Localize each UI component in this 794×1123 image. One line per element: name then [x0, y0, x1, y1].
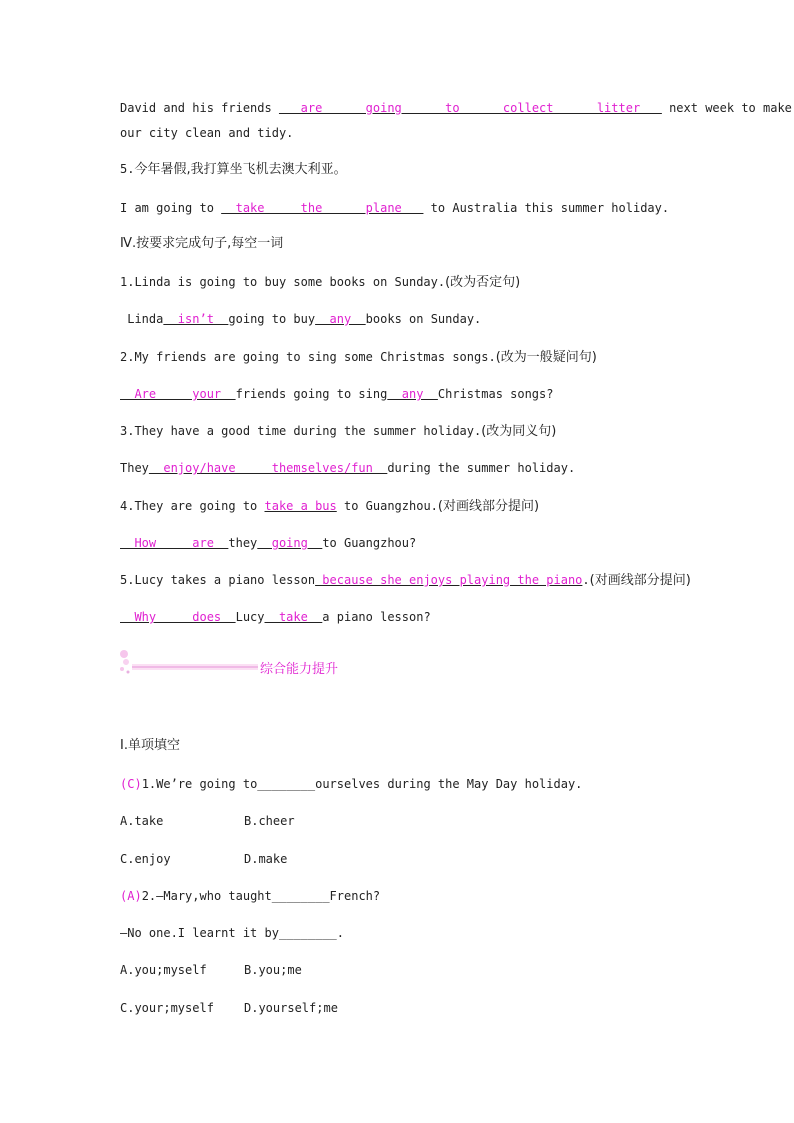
answer-blank: Are your	[120, 387, 236, 401]
answer-blank: How are	[120, 536, 229, 550]
answer-blank: Why does	[120, 610, 236, 624]
answer-blank: any	[315, 312, 366, 326]
answer-paren: )	[134, 889, 142, 903]
s4-q1-prompt	[120, 274, 520, 291]
section-1-title: Ⅰ.单项填空	[120, 738, 180, 753]
s4-q1-answer	[120, 311, 481, 327]
mc2-option-c: C.your;myself	[120, 1001, 214, 1015]
s4-q4-prompt	[120, 498, 539, 515]
s4-q3-answer	[120, 460, 575, 476]
mc2-option-d: D.yourself;me	[244, 1001, 338, 1015]
mc2-option-a: A.you;myself	[120, 963, 207, 977]
question-text: 2.—Mary,who taught________French?	[141, 889, 381, 903]
answer-blank: take	[264, 610, 323, 624]
section-4-title: Ⅳ.按要求完成句子,每空一词	[120, 236, 284, 251]
question-text: 1.Linda is going to buy some books on Sunday.	[120, 275, 446, 289]
mc-question-1	[120, 776, 582, 792]
question-david	[120, 100, 792, 116]
answer-text: Lucy	[235, 610, 265, 624]
answer-blank: take the plane	[221, 201, 424, 215]
answer-text: friends going to sing	[235, 387, 388, 401]
answer-text: going to buy	[228, 312, 316, 326]
answer-text: Christmas songs?	[437, 387, 554, 401]
mc-question-2	[120, 888, 380, 904]
answer-blank: are going to collect litter	[278, 101, 662, 115]
answer-blank: any	[387, 387, 438, 401]
mc1-option-a: A.take	[120, 814, 164, 828]
answer-blank: enjoy/have themselves/fun	[148, 461, 388, 475]
question-text: 1.We’re going to________ourselves during the May Day holiday.	[141, 777, 583, 791]
answer-paren: (	[120, 889, 128, 903]
mc1-option-d: D.make	[244, 852, 288, 866]
answer-blank: going	[257, 536, 323, 550]
question-text: 今年暑假,我打算坐飞机去澳大利亚。	[134, 162, 347, 177]
question-text: next week to make	[661, 101, 792, 115]
instruction: (改为一般疑问句)	[495, 350, 597, 365]
question-text: 3.They have a good time during the summer holiday.	[120, 424, 482, 438]
instruction: (改为否定句)	[445, 275, 521, 290]
s4-q2-answer	[120, 386, 553, 402]
question-text: David and his friends	[120, 101, 279, 115]
question-text: 5.Lucy takes a piano lesson	[120, 573, 316, 587]
section-comprehensive-title: 综合能力提升	[260, 662, 339, 677]
question-5-english	[120, 200, 669, 216]
answer-blank: isn’t	[163, 312, 229, 326]
s4-q5-prompt	[120, 572, 691, 589]
answer-text: to Guangzhou?	[322, 536, 417, 550]
answer-letter: A	[127, 889, 135, 903]
instruction: (改为同义句)	[481, 424, 557, 439]
question-text: 4.They are going to	[120, 499, 265, 513]
underlined-phrase: because she enjoys playing the piano	[315, 573, 583, 587]
mc2-option-b: B.you;me	[244, 963, 302, 977]
answer-text: during the summer holiday.	[387, 461, 576, 475]
question-text: to Australia this summer holiday.	[423, 201, 670, 215]
answer-text: books on Sunday.	[365, 312, 482, 326]
mc1-option-c: C.enjoy	[120, 852, 171, 866]
question-text: to Guangzhou.	[336, 499, 438, 513]
question-text: I am going to	[120, 201, 222, 215]
s4-q4-answer	[120, 535, 416, 551]
instruction: (对画线部分提问)	[437, 499, 540, 514]
answer-text: They	[120, 461, 149, 475]
question-text: .	[582, 573, 590, 587]
s4-q2-prompt	[120, 349, 597, 366]
answer-text: they	[228, 536, 258, 550]
question-david-continued: our city clean and tidy.	[120, 126, 294, 140]
mc1-option-b: B.cheer	[244, 814, 295, 828]
instruction: (对画线部分提问)	[589, 573, 691, 588]
answer-text: a piano lesson?	[322, 610, 431, 624]
question-5-chinese	[120, 161, 347, 178]
question-text: 2.My friends are going to sing some Christmas songs.	[120, 350, 496, 364]
section-divider-decoration	[118, 650, 378, 678]
answer-letter: C	[127, 777, 135, 791]
mc2-dialogue-line: —No one.I learnt it by________.	[120, 926, 344, 940]
underlined-phrase: take a bus	[264, 499, 337, 513]
s4-q5-answer	[120, 609, 431, 625]
question-number: 5.	[120, 162, 135, 176]
answer-paren: (	[120, 777, 128, 791]
answer-paren: )	[134, 777, 142, 791]
answer-text: Linda	[120, 312, 164, 326]
s4-q3-prompt	[120, 423, 556, 440]
